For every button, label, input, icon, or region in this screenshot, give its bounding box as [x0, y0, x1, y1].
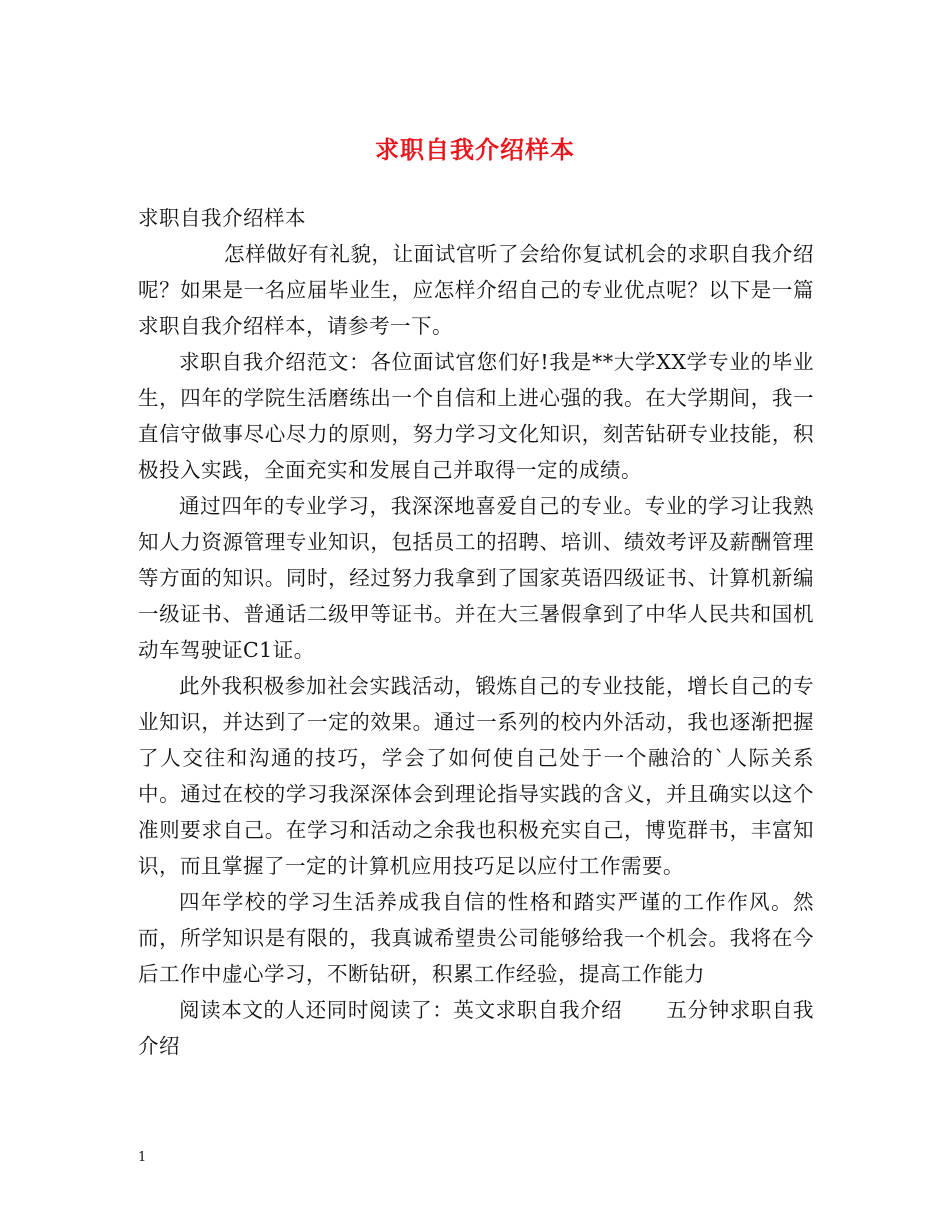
body-paragraph: 通过四年的专业学习，我深深地喜爱自己的专业。专业的学习让我熟知人力资源管理专业知识，包括员工的招聘、培训、绩效考评及薪酬管理等方面的知识。同时，经过努力我拿到了国家英语四级证书、计算机新编一级证书、普通话二级甲等证书。并在大三暑假拿到了中华人民共和国机动车驾驶证C1证。 — [138, 494, 814, 662]
document-body — [138, 200, 814, 1064]
document-title: 求职自我介绍样本 — [375, 135, 575, 164]
page-number: 1 — [138, 1150, 147, 1165]
intro-paragraph: 怎样做好有礼貌，让面试官听了会给你复试机会的求职自我介绍呢？如果是一名应届毕业生，应怎样介绍自己的专业优点呢？以下是一篇求职自我介绍样本，请参考一下。 — [138, 242, 814, 338]
body-paragraph: 此外我积极参加社会实践活动，锻炼自己的专业技能，增长自己的专业知识，并达到了一定的效果。通过一系列的校内外活动，我也逐渐把握了人交往和沟通的技巧，学会了如何使自己处于一个融洽的`人际关系中。通过在校的学习我深深体会到理论指导实践的含义，并且确实以这个准则要求自己。在学习和活动之余我也积极充实自己，博览群书，丰富知识，而且掌握了一定的计算机应用技巧足以应付工作需要。 — [138, 674, 814, 878]
body-paragraph: 四年学校的学习生活养成我自信的性格和踏实严谨的工作作风。然而，所学知识是有限的，我真诚希望贵公司能够给我一个机会。我将在今后工作中虚心学习，不断钻研，积累工作经验，提高工作能力 — [138, 890, 814, 986]
related-link-english-intro[interactable]: 英文求职自我介绍 — [453, 998, 623, 1022]
related-reading-intro: 阅读本文的人还同时阅读了： — [179, 998, 454, 1022]
document-subtitle: 求职自我介绍样本 — [138, 206, 306, 230]
body-paragraph: 求职自我介绍范文：各位面试官您们好!我是**大学XX学专业的毕业生，四年的学院生活磨练出一个自信和上进心强的我。在大学期间，我一直信守做事尽心尽力的原则，努力学习文化知识，刻苦钻研专业技能，积极投入实践，全面充实和发展自己并取得一定的成绩。 — [138, 350, 814, 482]
related-reading — [138, 992, 814, 1064]
related-link-five-minute-intro[interactable]: 五分钟求职自我介绍 — [138, 998, 815, 1058]
